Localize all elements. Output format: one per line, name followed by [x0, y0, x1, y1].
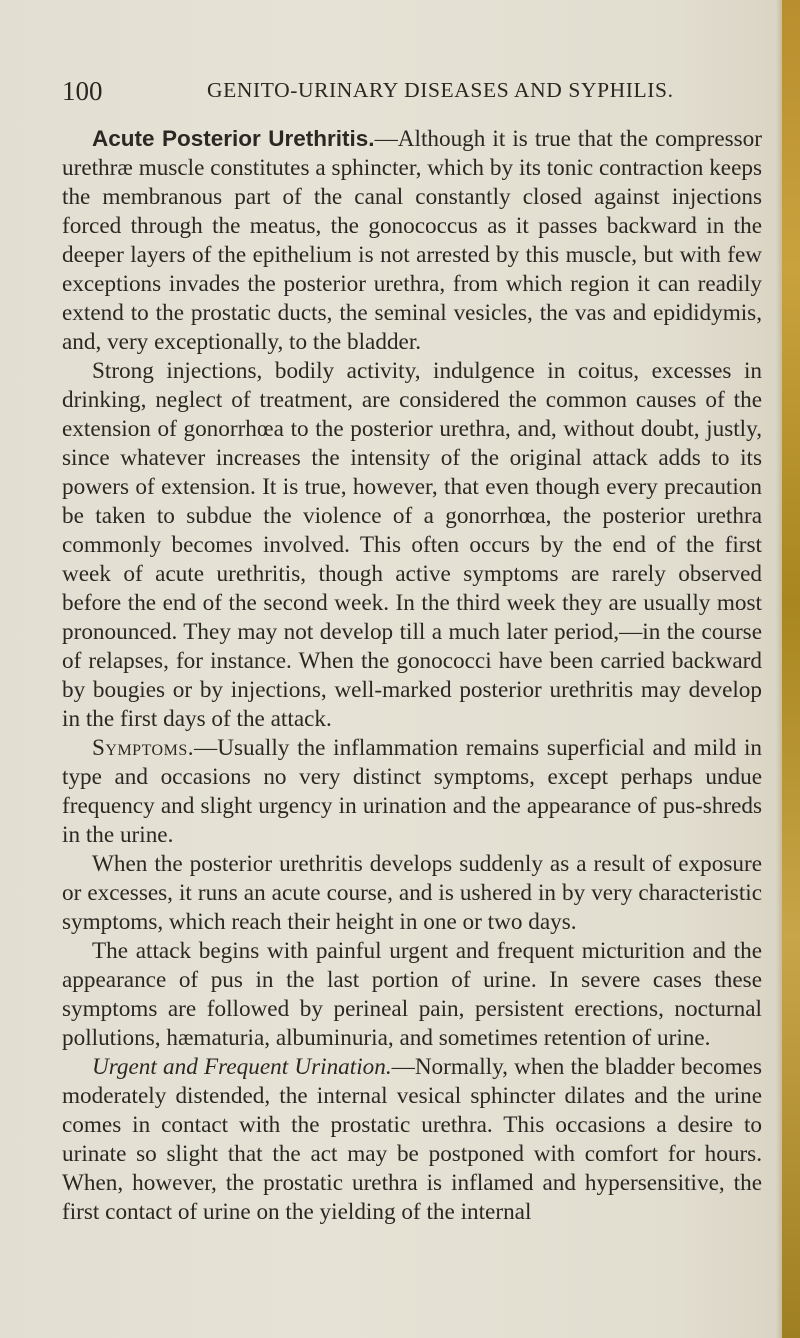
paragraph-sudden-onset: [62, 850, 762, 937]
page-body: [62, 124, 762, 1227]
page-number: 100: [62, 76, 103, 106]
paragraph-text: —Usually the inflammation remains superficial and mild in type and occasions no very distinct symptoms, except perhaps undue frequency and slight urgency in urination and the appearance of pus-shreds in the urine.: [62, 735, 762, 848]
paragraph-text: When the posterior urethritis develops suddenly as a result of exposure or excesses, it runs an acute course, and is ushered in by very characteristic symptoms, which reach their height in one or two days.: [62, 851, 762, 935]
paragraph-causes: [62, 357, 762, 734]
paragraph-symptoms: [62, 734, 762, 850]
section-heading: Acute Posterior Urethritis.: [92, 126, 375, 151]
paragraph-urgent-urination: [62, 1053, 762, 1227]
subsection-heading: Urgent and Frequent Urination.: [92, 1054, 392, 1080]
page-header: [0, 76, 800, 116]
book-edge-strip: [782, 0, 800, 1338]
running-head: GENITO-URINARY DISEASES AND SYPHILIS.: [207, 78, 674, 102]
paragraph-attack: [62, 937, 762, 1053]
paragraph-text: —Although it is true that the compressor urethræ muscle constitutes a sphincter, which by its tonic contraction keeps the membranous part of the canal constantly closed against injections forced through the meatus, the gonococcus as it passes backward in the deeper layers of the epithelium is not arrested by this muscle, but with few exceptions invades the posterior urethra, from which region it can readily extend to the prostatic ducts, the seminal vesicles, the vas and epididymis, and, very exceptionally, to the bladder.: [62, 126, 762, 355]
paragraph-text: Strong injections, bodily activity, indulgence in coitus, excesses in drinking, neglect of treatment, are considered the common causes of the extension of gonorrhœa to the posterior urethra, and, without doubt, justly, since whatever increases the intensity of the original attack adds to its powers of extension. It is true, however, that even though every precaution be taken to subdue the violence of a gonorrhœa, the posterior urethra commonly becomes involved. This often occurs by the end of the first week of acute urethritis, though active symptoms are rarely observed before the end of the second week. In the third week they are usually most pronounced. They may not develop till a much later period,—in the course of relapses, for instance. When the gonococci have been carried backward by bougies or by injections, well-marked posterior urethritis may develop in the first days of the attack.: [62, 358, 762, 732]
subsection-heading: Symptoms.: [92, 735, 195, 761]
paragraph-text: The attack begins with painful urgent and frequent micturition and the appearance of pus in the last portion of urine. In severe cases these symptoms are followed by perineal pain, persistent erections, nocturnal pollutions, hæmaturia, albuminuria, and sometimes retention of urine.: [62, 938, 762, 1051]
paragraph-text: —Normally, when the bladder becomes moderately distended, the internal vesical sphincter dilates and the urine comes in contact with the prostatic urethra. This occasions a desire to urinate so slight that the act may be postponed with comfort for hours. When, however, the prostatic urethra is inflamed and hypersensitive, the first contact of urine on the yielding of the internal: [62, 1054, 762, 1225]
paragraph-acute-posterior-urethritis: [62, 124, 762, 357]
